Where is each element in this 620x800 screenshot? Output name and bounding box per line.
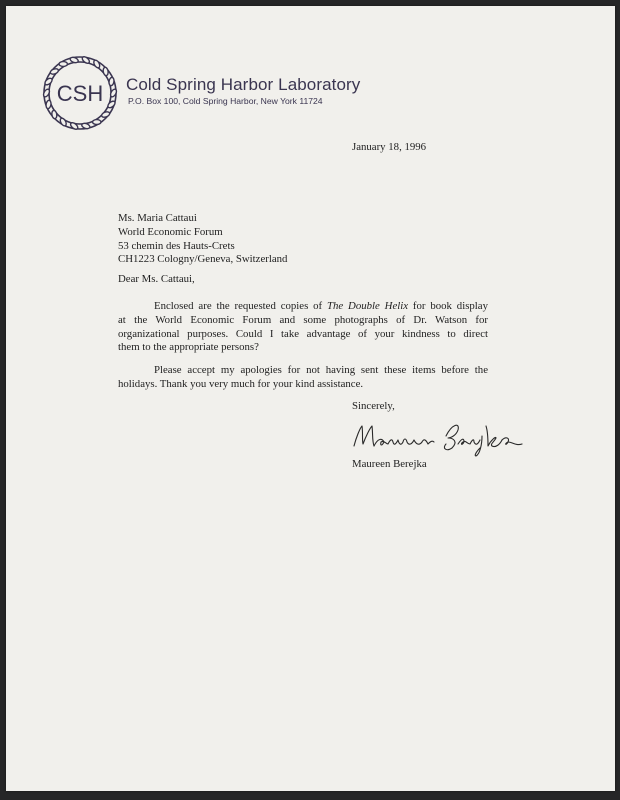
logo-bead [51, 110, 57, 119]
logo-bead [103, 67, 109, 76]
logo-bead [101, 111, 111, 118]
logo-bead [59, 117, 67, 127]
book-title: The Double Helix [327, 300, 409, 312]
paragraph-line: them to the appropriate persons? [118, 341, 259, 354]
paragraph-line: holidays. Thank you very much for your kind assistance. [118, 377, 364, 390]
logo-bead [69, 121, 79, 130]
closing: Sincerely, [352, 400, 395, 412]
signer-name: Maureen Berejka [352, 458, 427, 470]
logo-text: CSH [56, 81, 104, 106]
logo-bead [44, 77, 54, 86]
logo-bead [50, 68, 60, 75]
text-run: Enclosed are the requested copies of [154, 300, 327, 312]
organization-name: Cold Spring Harbor Laboratory [126, 75, 361, 94]
letter-date: January 18, 1996 [352, 141, 427, 153]
letter-page [6, 6, 615, 791]
recipient-line: CH1223 Cologny/Geneva, Switzerland [118, 253, 288, 266]
organization-address: P.O. Box 100, Cold Spring Harbor, New York 11724 [128, 96, 323, 106]
paragraph-line: organizational purposes. Could I take advantage of your kindness to direct [118, 327, 488, 340]
paragraph-line: at the World Economic Forum and some photographs of Dr. Watson for [118, 313, 488, 326]
text-run: for book display [408, 300, 488, 312]
logo-bead [81, 55, 91, 64]
csh-logo [38, 51, 122, 135]
paragraph-line: Please accept my apologies for not having sent these items before the [154, 364, 488, 376]
logo-bead [93, 120, 101, 125]
logo-bead [93, 59, 101, 69]
logo-bead [107, 100, 117, 109]
recipient-address [118, 212, 287, 267]
paragraph-2 [118, 364, 488, 392]
salutation: Dear Ms. Cattaui, [118, 273, 195, 285]
recipient-line: World Economic Forum [118, 225, 223, 238]
handwritten-signature [346, 416, 536, 458]
logo-bead [45, 100, 51, 109]
logo-bead [108, 77, 114, 86]
recipient-line: 53 chemin des Hauts-Crets [118, 239, 235, 252]
paragraph-1 [118, 300, 488, 355]
paragraph-line [118, 300, 488, 314]
recipient-line: Ms. Maria Cattaui [118, 212, 197, 224]
logo-bead [59, 62, 67, 67]
